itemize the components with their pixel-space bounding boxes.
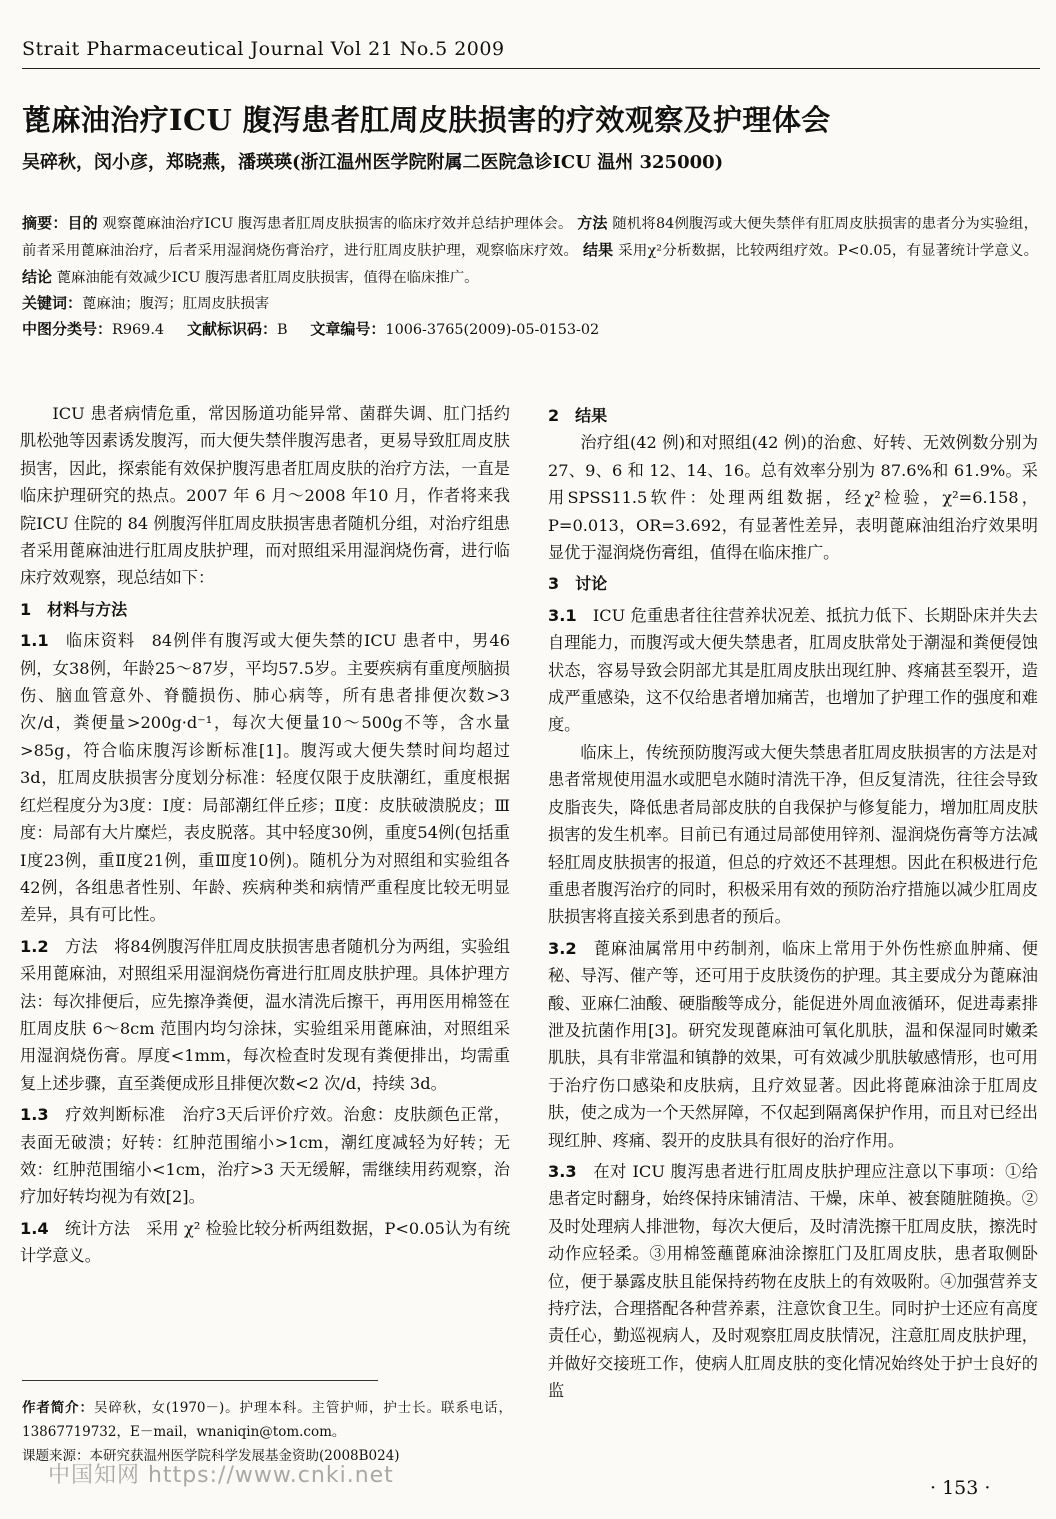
result-label: 结果 — [582, 241, 614, 259]
article-title: 蓖麻油治疗ICU 腹泻患者肛周皮肤损害的疗效观察及护理体会 — [22, 103, 831, 137]
cnki-watermark: 中国知网 https://www.cnki.net — [48, 1463, 394, 1488]
clc-label: 中图分类号： — [22, 320, 113, 338]
objective-label: 目的 — [67, 214, 98, 232]
subsection-paragraph — [20, 627, 510, 928]
subsection-title: 方法 — [64, 936, 98, 956]
subsection-text: 蓖麻油属常用中药制剂，临床上常用于外伤性瘀血肿痛、便秘、导泻、催产等，还可用于皮肤烫伤的护理。其主要成分为蓖麻油酸、亚麻仁油酸、硬脂酸等成分，能促进外周血液循环，促进毒素排泄及抗菌作用[3]。研究发现蓖麻油可氧化肌肤，温和保湿同时嫩柔肌肤，具有非常温和镇静的效果，可有效减少肌肤敏感情形，也可用于治疗伤口感染和皮肤病，且疗效显著。因此将蓖麻油涂于肛周皮肤，使之成为一个天然屏障，不仅起到隔离保护作用，而且对已经出现红肿、疼痛、裂开的皮肤具有很好的治疗作用。 — [548, 938, 1038, 1150]
article-number-label: 文章编号： — [310, 320, 386, 338]
journal-header: Strait Pharmaceutical Journal Vol 21 No.5 2009 — [22, 38, 505, 60]
subsection-number: 1.2 — [20, 936, 49, 956]
author-line: 吴碎秋，闵小彦，郑晓燕，潘瑛瑛(浙江温州医学院附属二医院急诊ICU 温州 325000) — [22, 152, 724, 173]
subsection-paragraph — [20, 1215, 510, 1270]
doc-code-value: B — [276, 322, 288, 338]
article-number-value: 1006-3765(2009)-05-0153-02 — [385, 322, 600, 338]
conclusion-text: 蓖麻油能有效减少ICU 腹泻患者肛周皮肤损害，值得在临床推广。 — [56, 270, 479, 286]
subsection-text: 采用 χ² 检验比较分析两组数据，P<0.05认为有统计学意义。 — [20, 1218, 511, 1266]
conclusion-label: 结论 — [22, 268, 53, 286]
footnote-label: 作者简介： — [22, 1400, 94, 1416]
classification-line — [22, 318, 599, 339]
method-label: 方法 — [577, 214, 608, 232]
subsection-number: 3.2 — [548, 938, 577, 958]
header-rule — [22, 68, 1040, 69]
subsection-paragraph — [548, 935, 1038, 1154]
body-paragraph: ICU 患者病情危重，常因肠道功能异常、菌群失调、肛门括约肌松弛等因素诱发腹泻，而大便失禁伴腹泻患者，更易导致肛周皮肤损害，因此，探索能有效保护腹泻患者肛周皮肤的治疗方法，一直是临床护理研究的热点。2007 年 6 月～2008 年10 月，作者将来我院ICU 住院的 84 例腹泻伴肛周皮肤损害患者随机分组，对治疗组患者采用蓖麻油进行肛周皮肤护理，而对照组采用湿润烧伤膏，进行临床疗效观察，现总结如下： — [20, 404, 510, 588]
abstract — [22, 210, 1038, 291]
footnote-rule — [22, 1380, 378, 1381]
subsection-text: 84例伴有腹泻或大便失禁的ICU 患者中，男46例，女38例，年龄25～87岁，平均57.5岁。主要疾病有重度颅脑损伤、脑血管意外、脊髓损伤、肺心病等，所有患者排便次数>3 次/d，粪便量>200g·d⁻¹，每次大便量10～500g不等，含水量>85g，符合临床腹泻诊断标准[1]。腹泻或大便失禁时间均超过 3d，肛周皮肤损害分度划分标准：轻度仅限于皮肤潮红，重度根据红烂程度分为3度：Ⅰ度：局部潮红伴丘疹；Ⅱ度：皮肤破溃脱皮；Ⅲ度：局部有大片糜烂，表皮脱落。其中轻度30例，重度54例(包括重Ⅰ度23例，重Ⅱ度21例，重Ⅲ度10例)。随机分为对照组和实验组各42例，各组患者性别、年龄、疾病种类和病情严重程度比较无明显差异，具有可比性。 — [20, 631, 511, 925]
result-text: 采用χ²分析数据，比较两组疗效。P<0.05，有显著统计学意义。 — [618, 243, 1039, 259]
method-text: 随机将84例腹泻或大便失禁伴有肛周皮肤损害的患者分为实验组，前者采用蓖麻油治疗，后者采用湿润烧伤膏治疗，进行肛周皮肤护理，观察临床疗效。 — [22, 216, 1038, 259]
subsection-text: 治疗3天后评价疗效。治愈：皮肤颜色正常，表面无破溃；好转：红肿范围缩小>1cm，潮红度减轻为好转；无效：红肿范围缩小<1cm，治疗>3 天无缓解，需继续用药观察，治疗加好转均视为有效[2]。 — [20, 1105, 510, 1207]
body-paragraph: 治疗组(42 例)和对照组(42 例)的治愈、好转、无效例数分别为 27、9、6 和 12、14、16。总有效率分别为 87.6%和 61.9%。采用SPSS11.5软件：处理两组数据，经χ²检验，χ²=6.158，P=0.013，OR=3.692，有显著性差异，表明蓖麻油组治疗效果明显优于湿润烧伤膏组，值得在临床推广。 — [548, 433, 1038, 563]
page-number: · 153 · — [930, 1477, 991, 1499]
doc-code-label: 文献标识码： — [186, 320, 277, 338]
left-column — [20, 400, 510, 1270]
subsection-number: 3.3 — [548, 1161, 577, 1181]
subsection-paragraph — [20, 933, 510, 1097]
subsection-title: 临床资料 — [64, 631, 136, 651]
subsection-paragraph — [548, 602, 1038, 739]
section-heading: 2 结果 — [548, 406, 608, 425]
keywords-label: 关键词： — [22, 294, 83, 312]
clc-value: R969.4 — [112, 322, 165, 338]
subsection-number: 3.1 — [548, 605, 577, 625]
section-heading: 3 讨论 — [548, 574, 608, 594]
keywords-text: 蓖麻油；腹泻；肛周皮肤损害 — [82, 296, 270, 312]
fund-text: 课题来源：本研究获温州医学院科学发展基金资助(2008B024) — [22, 1448, 400, 1464]
objective-text: 观察蓖麻油治疗ICU 腹泻患者肛周皮肤损害的临床疗效并总结护理体会。 — [102, 216, 573, 232]
subsection-text: ICU 危重患者往往营养状况差、抵抗力低下、长期卧床并失去自理能力，而腹泻或大便失禁患者，肛周皮肤常处于潮湿和粪便侵蚀状态，容易导致会阴部尤其是肛周皮肤出现红肿、疼痛甚至裂开，造成严重感染，这不仅给患者增加痛苦，也增加了护理工作的强度和难度。 — [548, 605, 1038, 735]
subsection-number: 1.1 — [20, 631, 49, 651]
keywords — [22, 292, 269, 313]
subsection-text: 在对 ICU 腹泻患者进行肛周皮肤护理应注意以下事项：①给患者定时翻身，始终保持床铺清洁、干燥，床单、被套随脏随换。②及时处理病人排泄物，每次大便后，及时清洗擦干肛周皮肤，擦洗时动作应轻柔。③用棉签蘸蓖麻油涂擦肛门及肛周皮肤，患者取侧卧位，便于暴露皮肤且能保持药物在皮肤上的有效吸附。④加强营养支持疗法，合理搭配各种营养素，注意饮食卫生。同时护士还应有高度责任心，勤巡视病人，及时观察肛周皮肤情况，注意肛周皮肤护理，并做好交接班工作，使病人肛周皮肤的变化情况始终处于护士良好的监 — [548, 1161, 1038, 1401]
subsection-text: 将84例腹泻伴肛周皮肤损害患者随机分为两组，实验组采用蓖麻油，对照组采用湿润烧伤膏进行肛周皮肤护理。具体护理方法：每次排便后，应先擦净粪便，温水清洗后擦干，再用医用棉签在肛周皮肤 6～8cm 范围内均匀涂抹，实验组采用蓖麻油，对照组采用湿润烧伤膏。厚度<1mm，每次检查时发现有粪便排出，均需重复上述步骤，直至粪便成形且排便次数<2 次/d，持续 3d。 — [20, 936, 510, 1093]
subsection-paragraph — [548, 1158, 1038, 1405]
subsection-title: 疗效判断标准 — [64, 1105, 166, 1125]
subsection-number: 1.4 — [20, 1218, 49, 1238]
abstract-label: 摘要： — [22, 214, 68, 232]
right-column — [548, 398, 1038, 1405]
subsection-title: 统计方法 — [64, 1218, 131, 1238]
subsection-number: 1.3 — [20, 1105, 49, 1125]
subsection-paragraph — [20, 1101, 510, 1211]
body-paragraph: 临床上，传统预防腹泻或大便失禁患者肛周皮肤损害的方法是对患者常规使用温水或肥皂水随时清洗干净，但反复清洗，往往会导致皮脂丧失，降低患者局部皮肤的自我保护与修复能力，增加肛周皮肤损害的发生机率。目前已有通过局部使用锌剂、湿润烧伤膏等方法减轻肛周皮肤损害的报道，但总的疗效还不甚理想。因此在积极进行危重患者腹泻治疗的同时，积极采用有效的预防治疗措施以减少肛周皮肤损害将直接关系到患者的预后。 — [548, 742, 1038, 927]
footnote-text: 吴碎秋，女(1970－)。护理本科。主管护师，护士长。联系电话，13867719732，E－mail，wnaniqin@tom.com。 — [22, 1400, 513, 1440]
section-heading: 1 材料与方法 — [20, 599, 128, 619]
